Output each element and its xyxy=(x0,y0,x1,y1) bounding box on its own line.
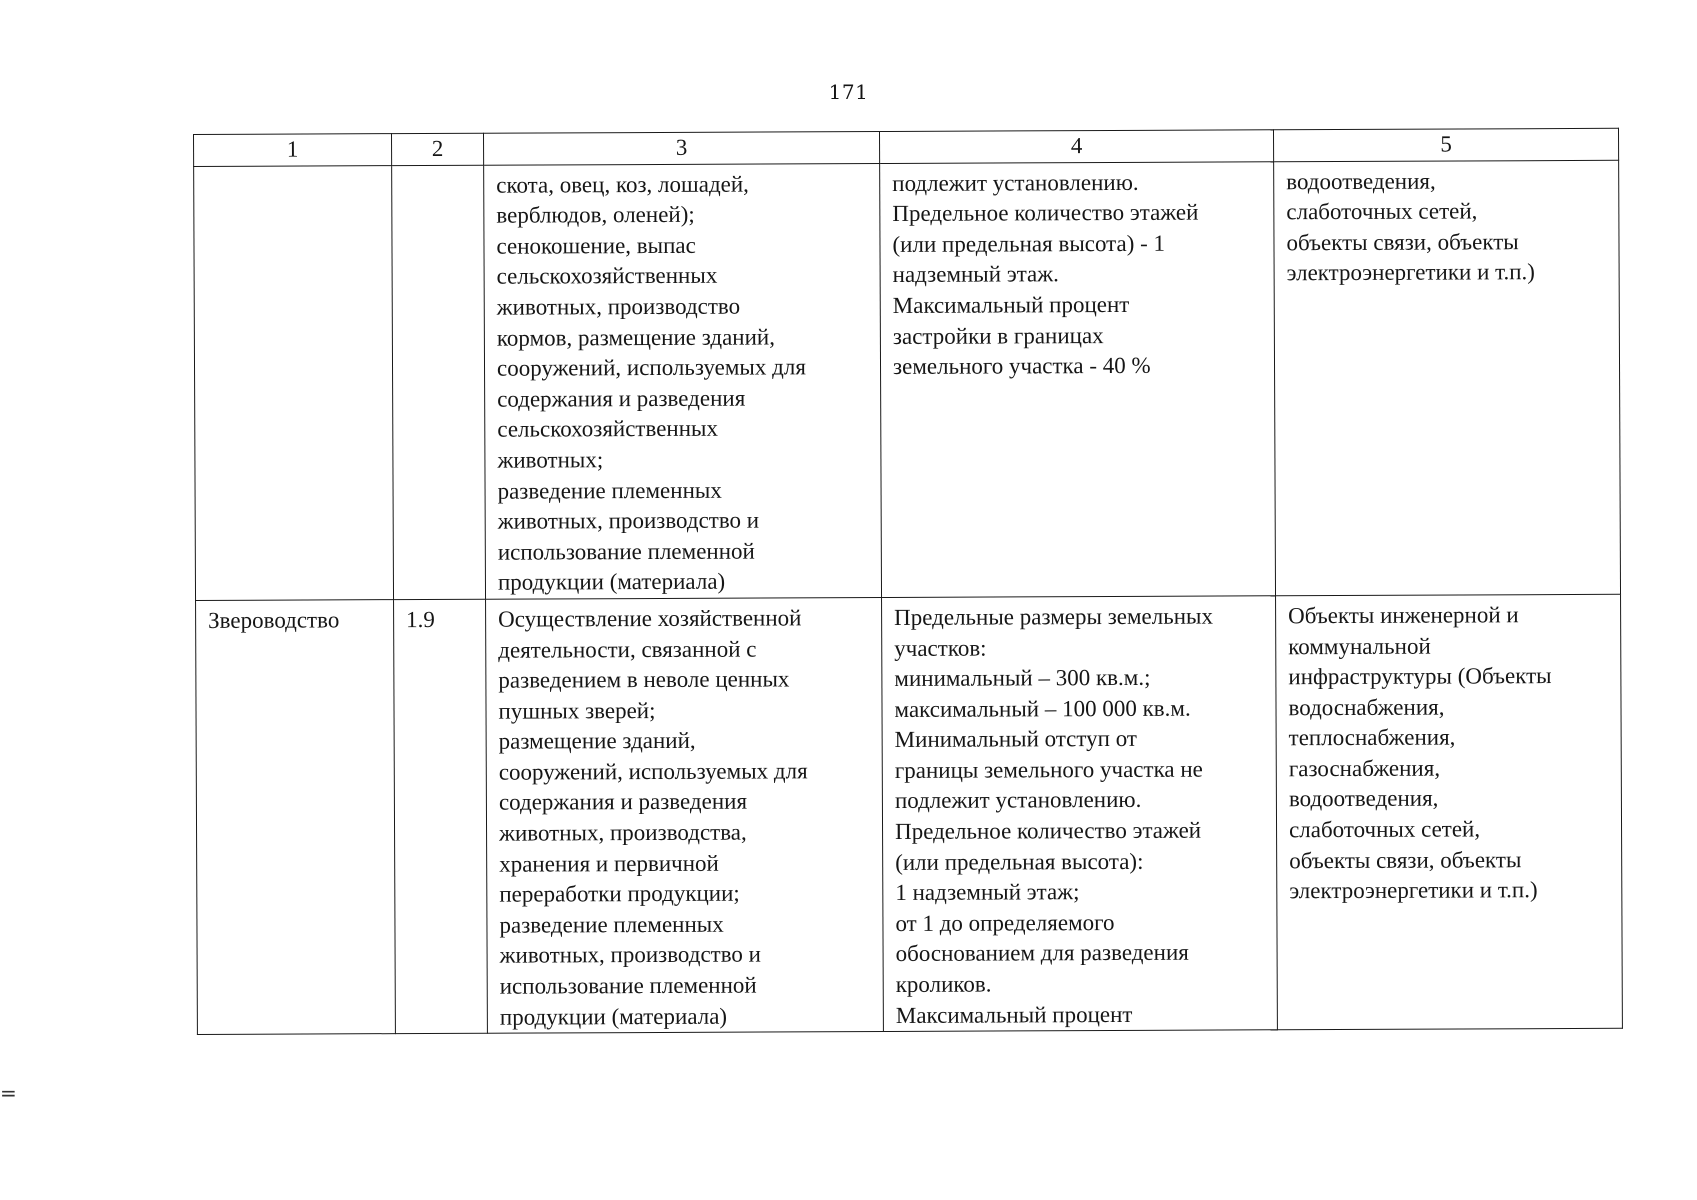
fur-farming-infrastructure-cell: Объекты инженерной и коммунальной инфраструктуры (Объекты водоснабжения, теплоснабжения, газоснабжения, водоотведения, слаботочных сетей, объекты связи, объекты электроэнергетики и т.п.) xyxy=(1276,594,1623,1030)
margin-mark: = xyxy=(0,1081,17,1105)
continued-infrastructure-cell: водоотведения, слаботочных сетей, объекты связи, объекты электроэнергетики и т.п.) xyxy=(1274,160,1621,596)
page-number: 171 xyxy=(828,80,869,104)
continued-description-cell: скота, овец, коз, лошадей, верблюдов, оленей); сенокошение, выпас сельскохозяйственных животных, производство кормов, размещение зданий, сооружений, используемых для содержания и разведения сельскохозяйственных животных; разведение племенных животных, производство и использование племенной продукции (материала) xyxy=(484,163,882,599)
continued-code-cell xyxy=(392,165,486,600)
column-header-2: 2 xyxy=(392,133,484,165)
column-header-1: 1 xyxy=(194,134,392,166)
fur-farming-name-cell: Звероводство xyxy=(196,600,396,1035)
fur-farming-code-cell: 1.9 xyxy=(394,599,488,1034)
continued-parameters-cell: подлежит установлению. Предельное количество этажей (или предельная высота) - 1 надземный этаж. Максимальный процент застройки в границах земельного участка - 40 % xyxy=(880,161,1276,597)
column-header-3: 3 xyxy=(483,132,879,165)
table-row-fur-farming xyxy=(196,594,1623,1035)
land-use-table xyxy=(193,128,1623,1035)
fur-farming-description-cell: Осуществление хозяйственной деятельности, связанной с разведением в неволе ценных пушных зверей; размещение зданий, сооружений, используемых для содержания и разведения животных, производства, хранения и первичной переработки продукции; разведение племенных животных, производство и использование племенной продукции (материала) xyxy=(486,597,884,1033)
table-row-continued xyxy=(194,160,1621,601)
continued-name-cell xyxy=(194,165,394,600)
column-header-4: 4 xyxy=(879,130,1273,163)
fur-farming-parameters-cell: Предельные размеры земельных участков: минимальный – 300 кв.м.; максимальный – 100 000 кв.м. Минимальный отступ от границы земельного участка не подлежит установлению. Предельное количество этажей (или предельная высота): 1 надземный этаж; от 1 до определяемого обоснованием для разведения кроликов. Максимальный процент xyxy=(882,596,1278,1032)
column-header-5: 5 xyxy=(1273,128,1618,161)
